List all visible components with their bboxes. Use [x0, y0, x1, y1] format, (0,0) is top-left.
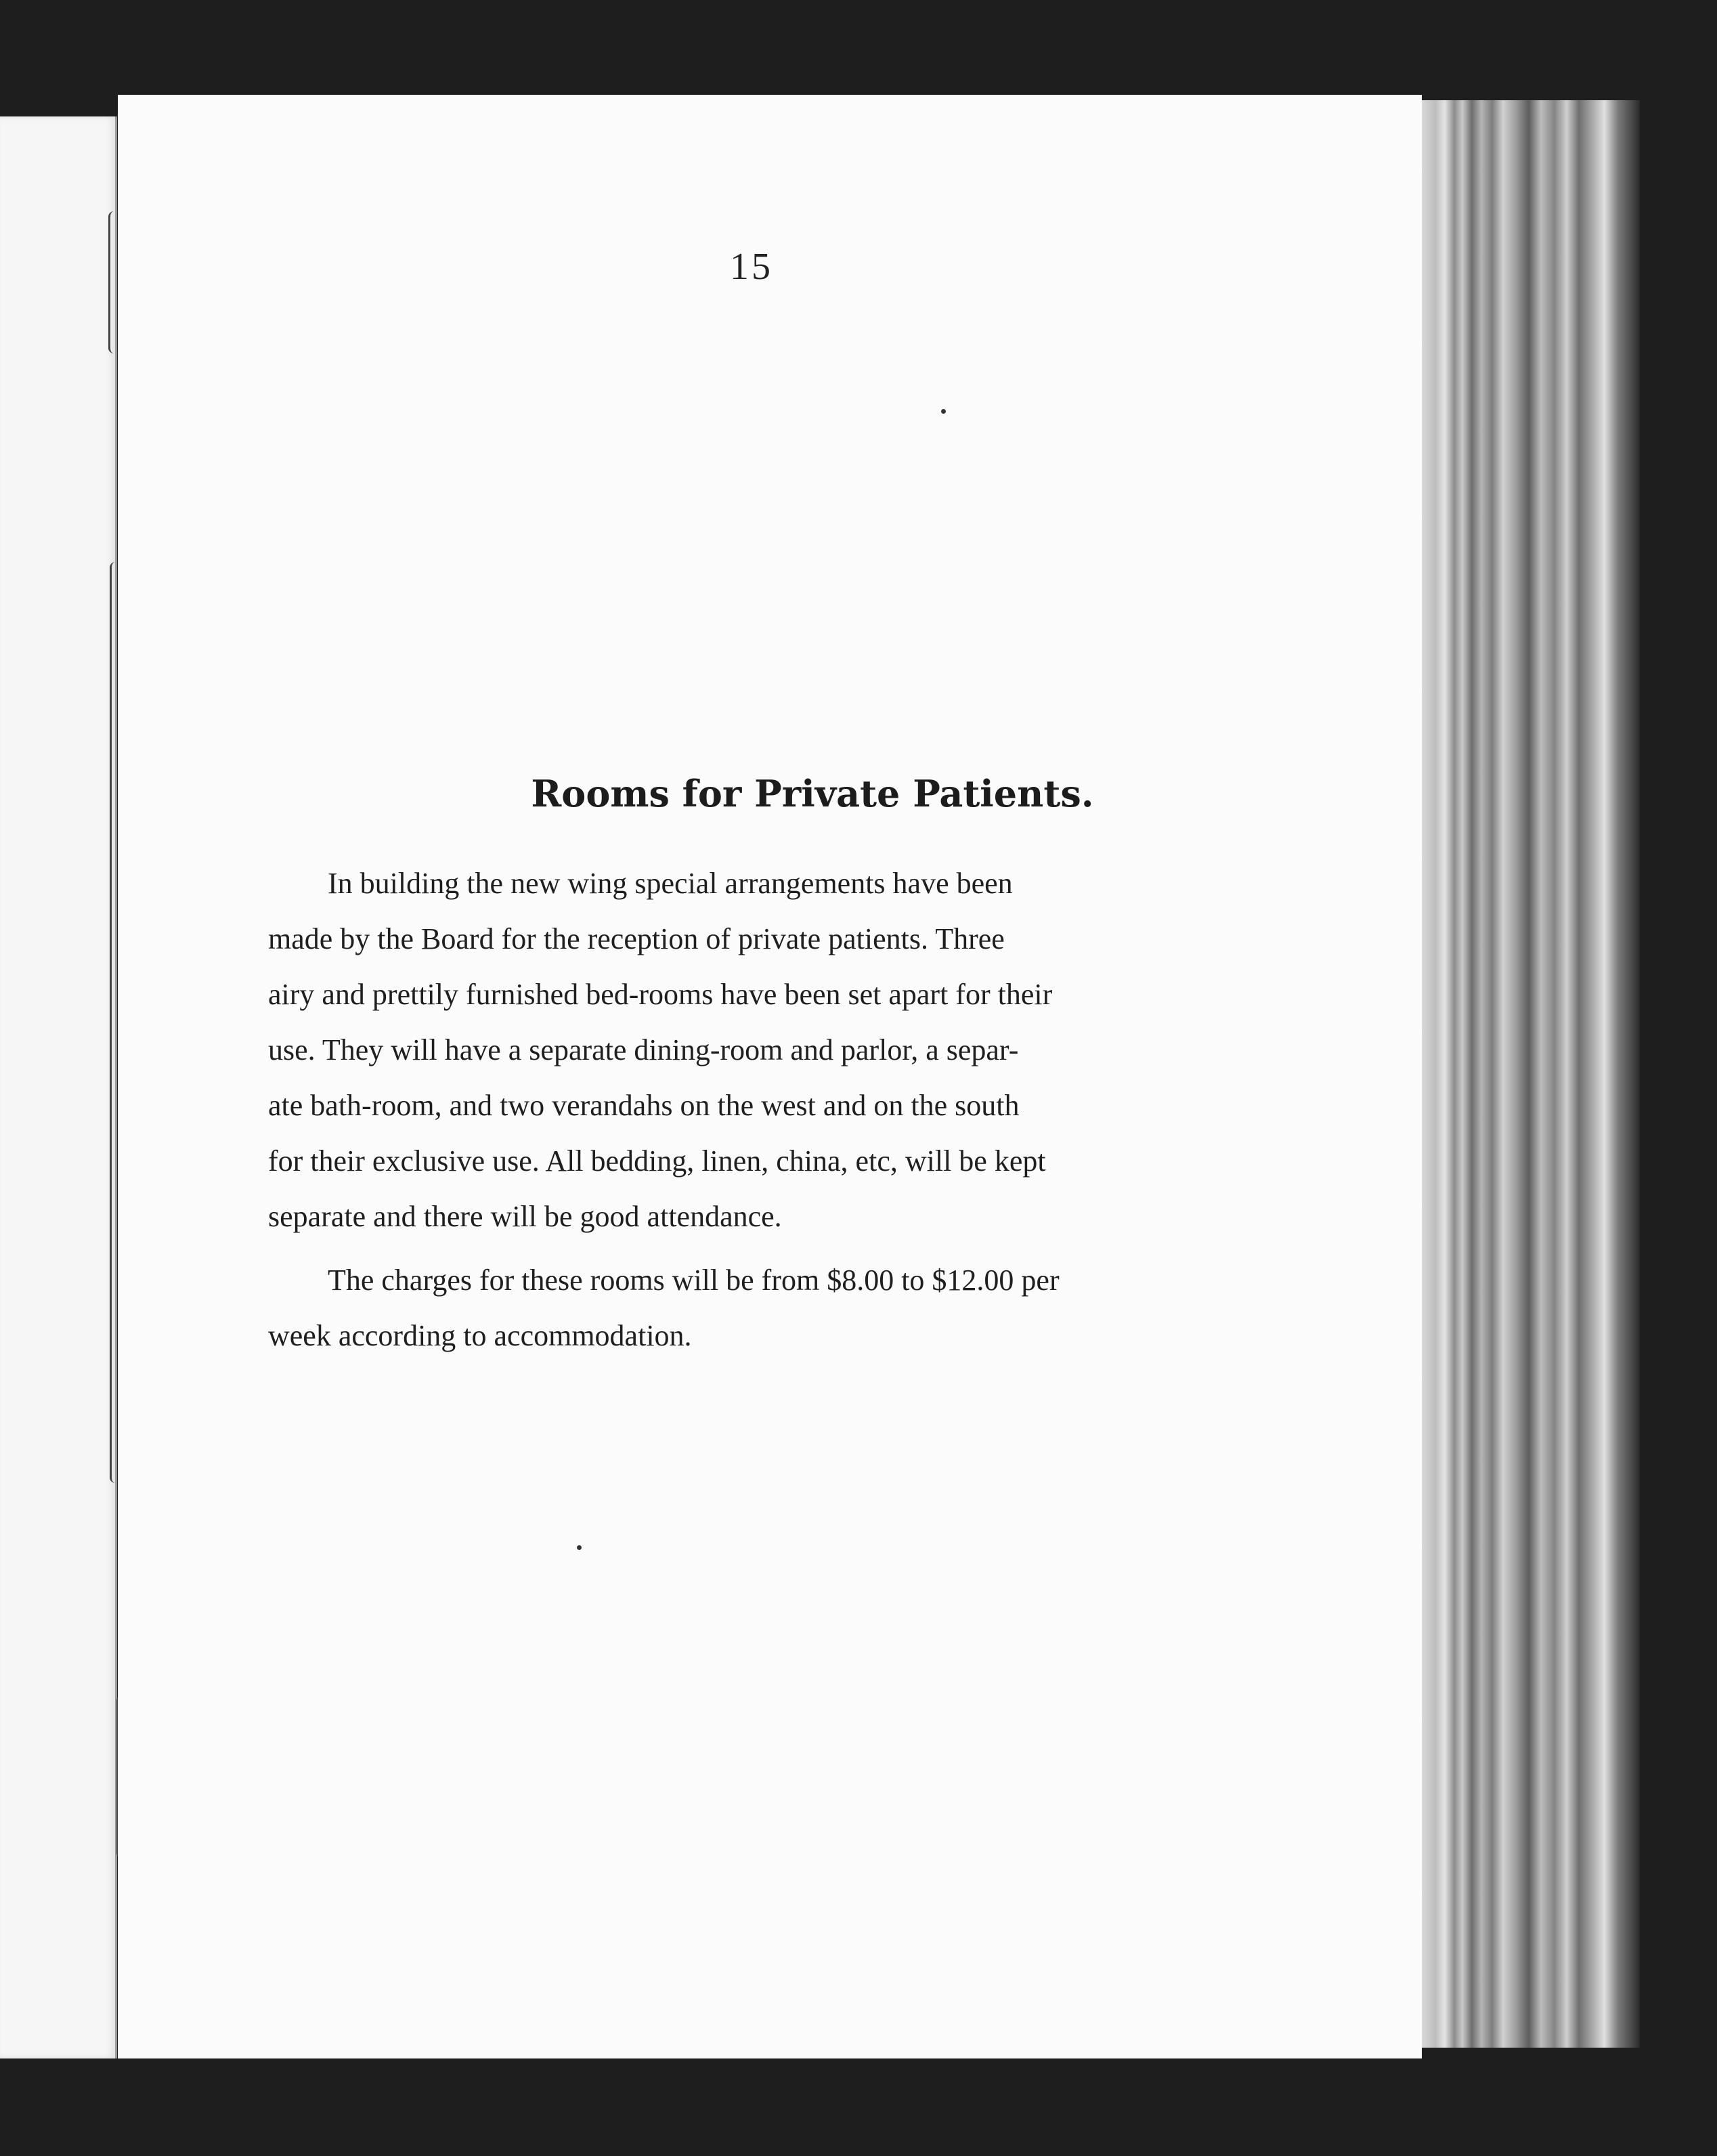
body-text [268, 856, 1230, 1372]
page-edges-stack [1422, 100, 1640, 2048]
paragraph-1: In building the new wing special arrangements have been made by the Board for the reception of private patients. Three airy and prettily furnished bed-rooms have been set apart for their use. They will have a separate dining-room and parlor, a separ- ate bath-room, and two verandahs on the west and on the south for their exclusive use. All bedding, linen, china, etc, will be kept separate and there will be good attendance. [268, 867, 1053, 1233]
paragraph-2: The charges for these rooms will be from $8.00 to $12.00 per week according to accommodation. [268, 1264, 1060, 1352]
left-page-edge [0, 116, 117, 2058]
section-heading: Rooms for Private Patients. [531, 772, 1094, 815]
page-number: 15 [730, 246, 773, 288]
speck [941, 409, 946, 414]
speck [577, 1545, 582, 1550]
